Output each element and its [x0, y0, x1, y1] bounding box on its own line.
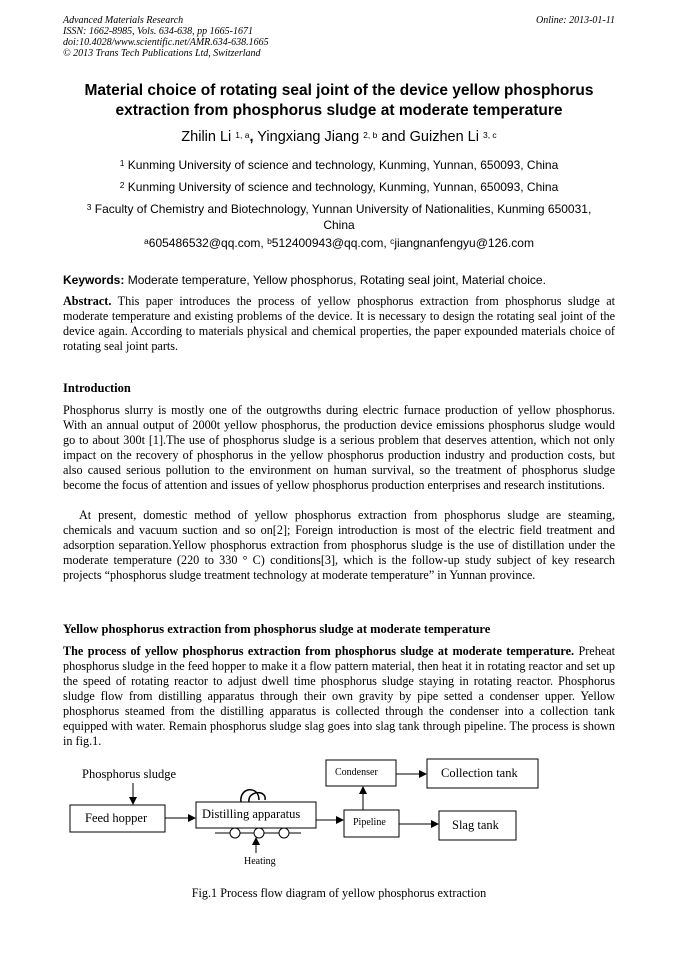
affiliation-1	[63, 157, 615, 173]
email-1-sup: a	[144, 236, 149, 246]
affiliation-1-sup: 1	[119, 158, 125, 168]
label-heating: Heating	[244, 856, 276, 867]
rotation-arrows-icon	[241, 790, 265, 802]
keywords-line	[63, 272, 615, 288]
abstract	[63, 294, 615, 354]
roller-left	[230, 828, 240, 838]
introduction-heading: Introduction	[63, 381, 131, 395]
email-2[interactable]: 512400943@qq.com,	[271, 236, 387, 250]
email-2-sup: b	[267, 236, 272, 246]
email-list	[63, 235, 615, 251]
email-3[interactable]: jiangnanfengyu@126.com	[394, 236, 534, 250]
author-1: Zhilin Li	[181, 129, 232, 145]
author-2-sup: 2, b	[363, 130, 378, 140]
author-2: Yingxiang Jiang	[257, 129, 360, 145]
journal-name: Advanced Materials Research	[63, 15, 184, 26]
copyright-line: © 2013 Trans Tech Publications Ltd, Switzerland	[63, 48, 261, 59]
journal-header	[63, 15, 615, 59]
author-1-sup: 1, a	[235, 130, 250, 140]
abstract-label: Abstract.	[63, 294, 112, 308]
email-1[interactable]: 605486532@qq.com,	[148, 236, 264, 250]
email-3-sup: c	[390, 236, 395, 246]
author-list	[63, 128, 615, 146]
section-2-paragraph	[63, 644, 615, 749]
affiliation-1-text: Kunming University of science and technology, Kunming, Yunnan, 650093, China	[127, 158, 559, 172]
abstract-text: This paper introduces the process of yellow phosphorus extraction from phosphorus sludge at moderate temperature and existing problems of the device. It is necessary to design the rotating seal joint of the device again. According to materials physical and chemical properties, the paper expounded materials choice of rotating seal joint parts.	[63, 294, 615, 353]
author-3-sup: 3, c	[482, 130, 497, 140]
figure-caption: Fig.1 Process flow diagram of yellow phosphorus extraction	[191, 886, 487, 900]
introduction-paragraph-2: At present, domestic method of yellow phosphorus extraction from phosphorus sludge are steaming, chemicals and vacuum suction and so on[2]; Foreign introduction is most of the electric field treatment and adsorption separation.Yellow phosphorus extraction from phosphorus sludge is the use of distillation under the moderate temperature (220 to 330 ° C) conditions[3], which is the follow-up study subject of key research projects “phosphorus sludge treatment technology at moderate temperature” in Yunnan province.	[63, 508, 615, 582]
affiliation-3-text: Faculty of Chemistry and Biotechnology, Yunnan University of Nationalities, Kunming 650031,	[94, 202, 592, 216]
label-phosphorus-sludge: Phosphorus sludge	[82, 767, 177, 781]
doi-line: doi:10.4028/www.scientific.net/AMR.634-638.1665	[63, 37, 269, 48]
label-collection-tank: Collection tank	[441, 766, 518, 780]
label-distilling-apparatus: Distilling apparatus	[202, 807, 301, 821]
roller-middle	[254, 828, 264, 838]
label-condenser: Condenser	[335, 767, 378, 778]
section-2-lead: The process of yellow phosphorus extraction from phosphorus sludge at moderate temperature.	[63, 644, 575, 658]
keywords-label: Keywords:	[63, 273, 125, 287]
affiliation-2-text: Kunming University of science and technology, Kunming, Yunnan, 650093, China	[127, 180, 559, 194]
affiliation-3	[63, 201, 615, 233]
author-separator: ,	[249, 129, 254, 145]
title-line-2: extraction from phosphorus sludge at moderate temperature	[115, 102, 563, 119]
affiliation-2-sup: 2	[119, 180, 125, 190]
author-3: Guizhen Li	[409, 129, 479, 145]
section-2-heading: Yellow phosphorus extraction from phosphorus sludge at moderate temperature	[63, 622, 491, 636]
title-line-1: Material choice of rotating seal joint of the device yellow phosphorus	[84, 82, 594, 99]
roller-right	[279, 828, 289, 838]
process-flow-diagram	[63, 755, 615, 875]
online-date: Online: 2013-01-11	[536, 15, 615, 26]
author-conjunction: and	[381, 129, 406, 145]
label-slag-tank: Slag tank	[452, 818, 499, 832]
keywords-text: Moderate temperature, Yellow phosphorus, Rotating seal joint, Material choice.	[127, 273, 546, 287]
paper-title	[63, 81, 615, 121]
affiliation-3-sup: 3	[86, 202, 92, 212]
label-pipeline: Pipeline	[353, 817, 386, 828]
label-feed-hopper: Feed hopper	[85, 811, 148, 825]
section-2-text: Preheat phosphorus sludge in the feed hopper to make it a flow pattern material, then heat it in rotating reactor and set up the speed of rotating reactor to adjust dwell time phosphorus sludge staying in rotating reactor. Phosphorus sludge flow from distilling apparatus through their own gravity by pipe setted a condenser upper. Yellow phosphorus steamed from the distilling apparatus is collected through the condenser into a collection tank equipped with water. Remain phosphorus sludge slag goes into slag tank through pipeline. The process is shown in fig.1.	[63, 644, 615, 748]
affiliation-3-country: China	[323, 218, 355, 232]
introduction-paragraph-1: Phosphorus slurry is mostly one of the outgrowths during electric furnace production of yellow phosphorus. With an annual output of 2000t yellow phosphorus, the production device emissions phosphorus sludge would go to about 300t [1].The use of phosphorus sludge is a serious problem that deserves attention, which not only impact on the recovery of phosphorus in the yellow phosphorus production industry and production costs, but also caused serious pollution to the environment on human survival, so the treatment of phosphorus sludge become the focus of attention and issues of yellow phosphorus production enterprises and research institutions.	[63, 403, 615, 492]
affiliation-2	[63, 179, 615, 195]
issn-line: ISSN: 1662-8985, Vols. 634-638, pp 1665-1671	[63, 26, 253, 37]
